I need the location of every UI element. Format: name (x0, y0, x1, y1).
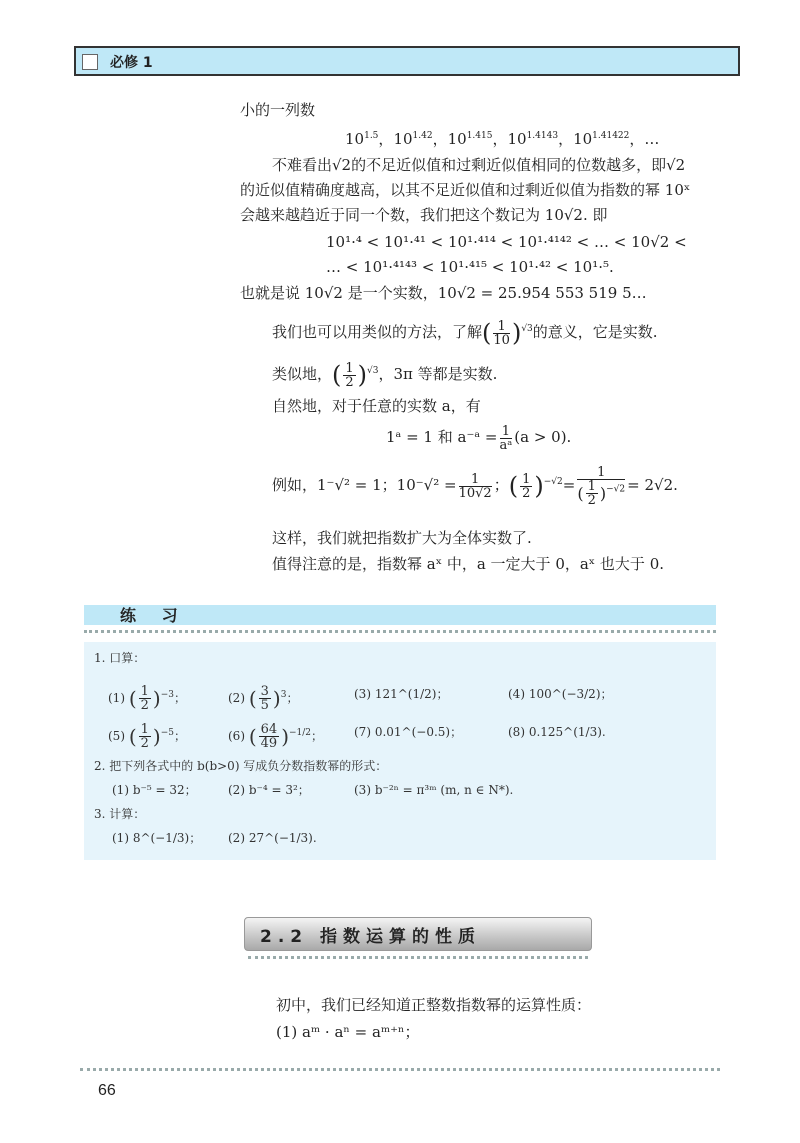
paragraph-line-2: 的近似值精确度越高，以其不足近似值和过剩近似值为指数的幂 10ˣ (240, 181, 691, 199)
exercise-q1-1: (1) ( $\frac{1}{2}$ )$^{-3}$； (108, 684, 187, 713)
exercise-q1-5: (5) ( $\frac{1}{2}$ )$^{-5}$； (108, 722, 187, 751)
dotted-divider (84, 630, 716, 633)
paragraph-line-1: 不难看出√2的不足近似值和过剩近似值相同的位数越多，即√2 (272, 156, 686, 174)
section-title: 2.2 指数运算的性质 (260, 927, 482, 947)
note-line: 值得注意的是，指数幂 aˣ 中，a 一定大于 0，aˣ 也大于 0. (272, 555, 665, 573)
natural-statement: 自然地，对于任意的实数 a，有 (272, 397, 481, 415)
exercise-q1-4: (4) 100^(−3/2)； (508, 687, 613, 701)
exercise-q3-2: (2) 27^(−1/3). (228, 831, 317, 845)
paragraph-line-3: 会越来越趋近于同一个数，我们把这个数记为 10√2. 即 (240, 206, 608, 224)
inequality-line-2: … < 10¹·⁴¹⁴³ < 10¹·⁴¹⁵ < 10¹·⁴² < 10¹·⁵. (326, 258, 614, 276)
exercise-q2-3: (3) b⁻²ⁿ = π³ᵐ (m, n ∈ N*). (354, 783, 514, 797)
similar-method-line: 我们也可以用类似的方法，了解( $\frac{1}{10}$ )$^{√3}$的意义，它是实数. (272, 318, 658, 348)
exercise-q1-6: (6) ( $\frac{64}{49}$ )$^{-1/2}$； (228, 722, 324, 751)
section-intro: 初中，我们已经知道正整数指数幂的运算性质： (276, 996, 592, 1014)
exercise-q3: 3. 计算： (94, 807, 146, 821)
exercise-q1-7: (7) 0.01^(−0.5)； (354, 725, 463, 739)
chapter-header-bar (74, 46, 740, 76)
conclusion-line: 这样，我们就把指数扩大为全体实数了. (272, 529, 532, 547)
exercise-q3-1: (1) 8^(−1/3)； (112, 831, 202, 845)
exercise-q1-3: (3) 121^(1/2)； (354, 687, 449, 701)
exercise-title: 练 习 (120, 606, 188, 625)
similar-examples-line: 类似地，( $\frac{1}{2}$ )$^{√3}$，3π 等都是实数. (272, 360, 498, 390)
exercise-q1: 1. 口算： (94, 651, 146, 665)
inequality-line-1: 10¹·⁴ < 10¹·⁴¹ < 10¹·⁴¹⁴ < 10¹·⁴¹⁴² < … < 10√2 < (326, 233, 687, 251)
exercise-q2-1: (1) b⁻⁵ = 32； (112, 783, 197, 797)
example-line: 例如，1⁻√² = 1；10⁻√² = $\frac{1}{10√2}$ ；( $\frac{1}{2}$ )$^{-√2}$= 1 ( $\frac{1}{2}$ )$^{-√2}$ = 2√2. (272, 464, 678, 508)
chapter-header-title: 必修 1 (110, 55, 153, 71)
section-rule-1: (1) aᵐ · aⁿ = aᵐ⁺ⁿ； (276, 1023, 420, 1041)
footer-dotted-divider (80, 1068, 720, 1071)
intro-line: 小的一列数 (240, 101, 316, 119)
header-square-icon (82, 54, 98, 70)
power-sequence: $10^{1.5}$，$10^{1.42}$，$10^{1.415}$，$10^{1.4143}$，$10^{1.41422}$，… (345, 130, 660, 148)
real-number-statement: 也就是说 10√2 是一个实数，10√2 = 25.954 553 519 5… (240, 284, 647, 302)
exercise-q2-2: (2) b⁻⁴ = 3²； (228, 783, 310, 797)
exercise-q2: 2. 把下列各式中的 b(b>0) 写成负分数指数幂的形式： (94, 759, 388, 773)
exercise-q1-8: (8) 0.125^(1/3). (508, 725, 606, 739)
exercise-q1-2: (2) ( $\frac{3}{5}$ )$^3$； (228, 684, 299, 713)
page-number: 66 (98, 1082, 116, 1099)
section-dotted-divider (248, 956, 588, 959)
general-formula: 1ᵃ = 1 和 a⁻ᵃ = $\frac{1}{\text{aᵃ}}$ (a > 0). (386, 423, 572, 453)
